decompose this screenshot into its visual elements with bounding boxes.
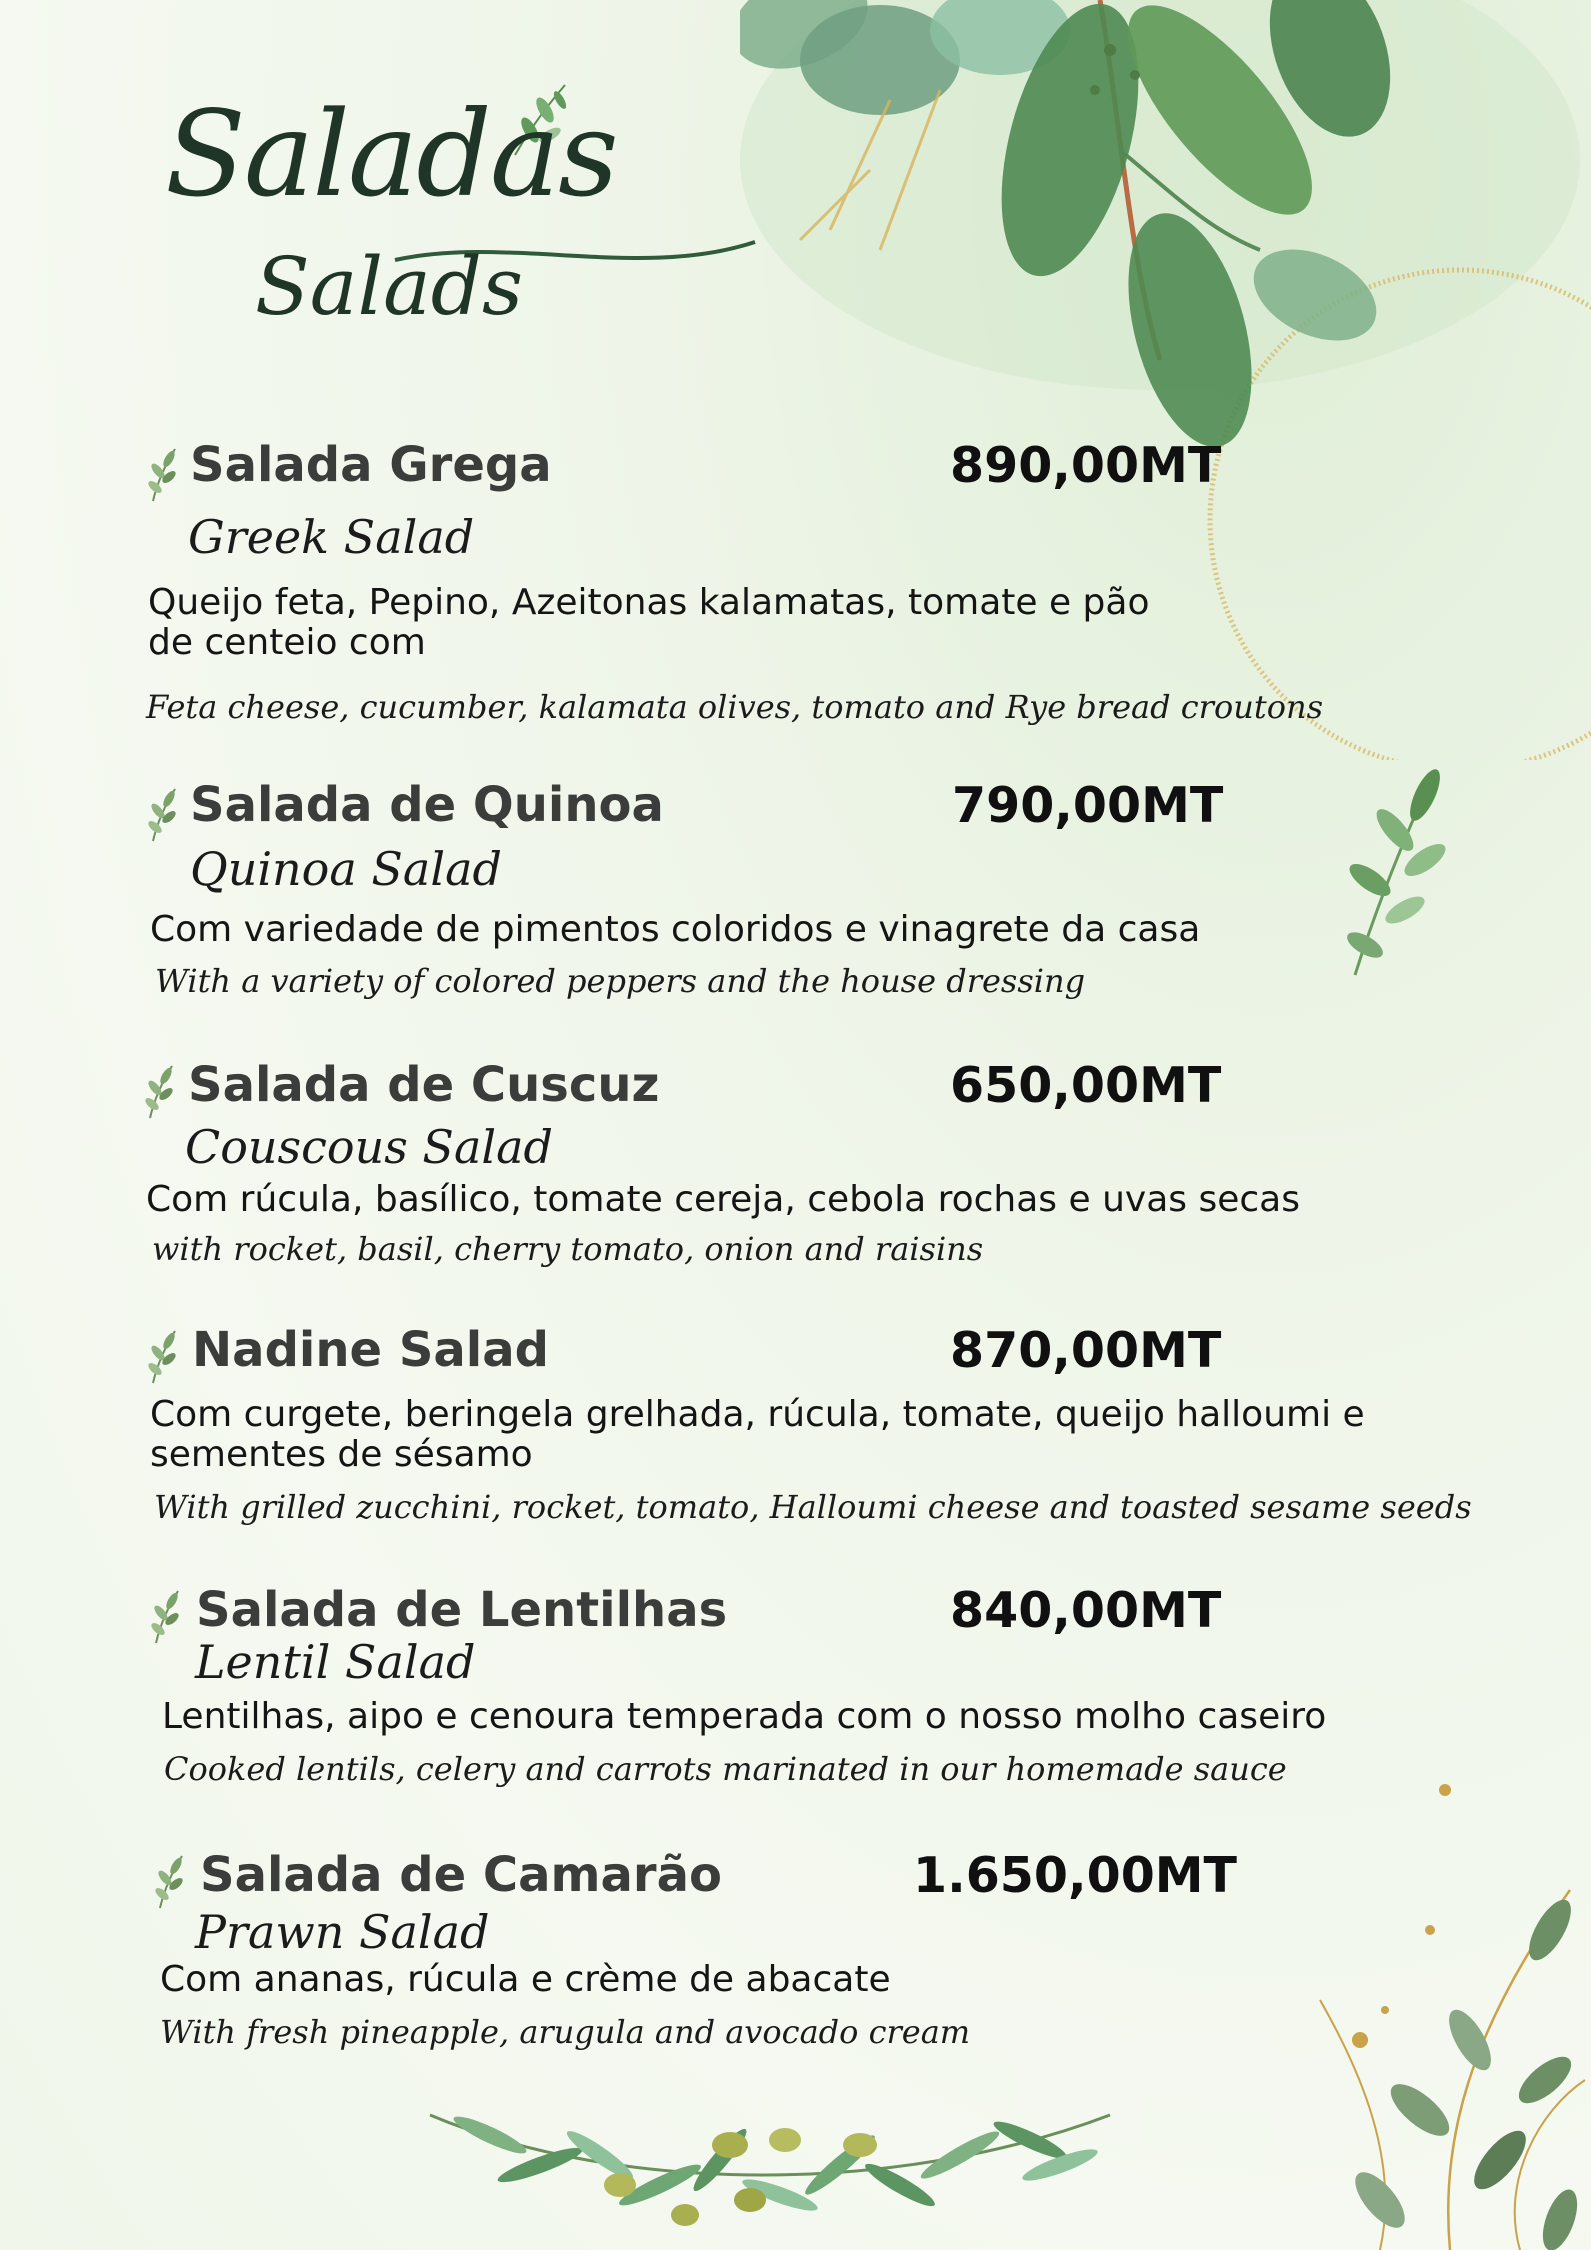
item-description-pt: Com ananas, rúcula e crème de abacate [160,1959,891,2000]
item-name: Salada de Quinoa [190,777,664,833]
item-description-en: Feta cheese, cucumber, kalamata olives, tomato and Rye bread croutons [146,688,1323,726]
item-description-pt: Queijo feta, Pepino, Azeitonas kalamatas, tomate e pão de centeio com [148,582,1150,663]
page-title: Saladas [165,85,617,223]
item-description-en: With grilled zucchini, rocket, tomato, Halloumi cheese and toasted sesame seeds [154,1488,1472,1526]
item-description-pt: Com rúcula, basílico, tomate cereja, cebola rochas e uvas secas [146,1179,1300,1220]
item-english-name: Prawn Salad [195,1905,490,1959]
item-description-en: Cooked lentils, celery and carrots marinated in our homemade sauce [164,1750,1287,1788]
item-description-en: With a variety of colored peppers and the house dressing [155,962,1086,1000]
item-name: Nadine Salad [192,1322,549,1378]
item-english-name: Lentil Salad [195,1635,476,1689]
item-price: 870,00MT [950,1322,1222,1379]
item-description-pt: Com curgete, beringela grelhada, rúcula, tomate, queijo halloumi e sementes de sésamo [150,1394,1365,1475]
item-price: 890,00MT [950,437,1222,494]
item-name: Salada de Cuscuz [188,1057,660,1113]
item-name: Salada de Lentilhas [196,1582,728,1638]
item-name: Salada de Camarão [200,1847,722,1903]
olive-garland-decoration [420,2085,1120,2235]
item-description-en: with rocket, basil, cherry tomato, onion and raisins [152,1230,984,1268]
leaf-sprig-icon [148,1587,184,1645]
gold-leaf-decoration-bottom [1300,1780,1591,2250]
page-subtitle: Salads [255,240,524,333]
leaf-sprig-icon [152,1852,188,1910]
item-english-name: Couscous Salad [185,1120,553,1174]
item-description-pt: Com variedade de pimentos coloridos e vinagrete da casa [150,909,1201,950]
item-english-name: Quinoa Salad [190,842,502,896]
leaf-sprig-icon [145,785,181,843]
item-description-pt: Lentilhas, aipo e cenoura temperada com o nosso molho caseiro [162,1696,1327,1737]
item-price: 650,00MT [950,1057,1222,1114]
item-name: Salada Grega [190,437,552,493]
item-price: 1.650,00MT [913,1847,1237,1904]
item-price: 790,00MT [952,777,1224,834]
leaf-sprig-icon [145,1327,181,1385]
leaf-sprig-icon [145,445,181,503]
item-english-name: Greek Salad [188,510,475,564]
item-price: 840,00MT [950,1582,1222,1639]
leaf-sprig-icon [142,1062,178,1120]
item-description-en: With fresh pineapple, arugula and avocado cream [160,2013,971,2051]
